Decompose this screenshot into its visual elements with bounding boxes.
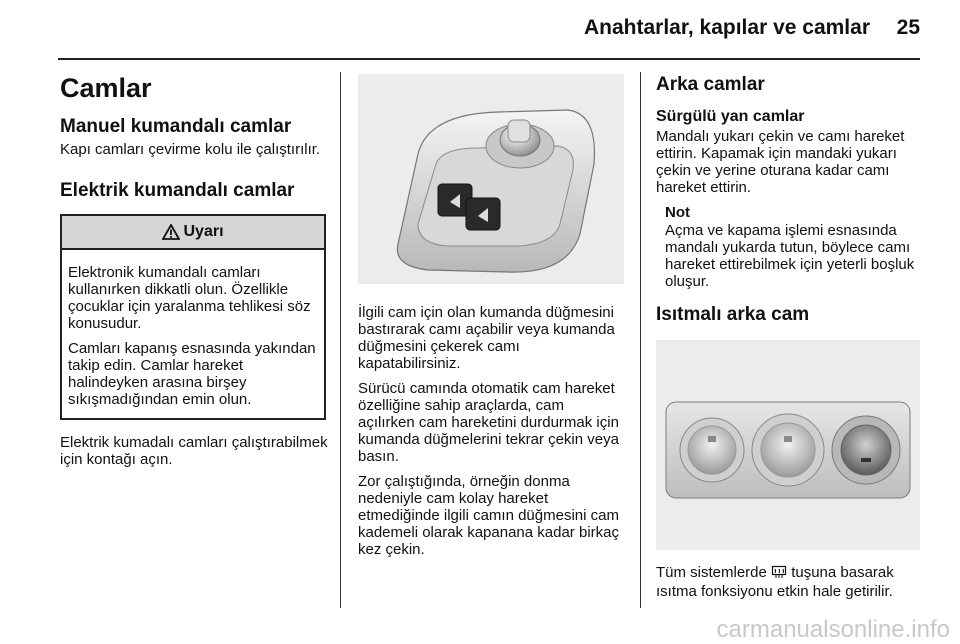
heading-sliding-windows: Sürgülü yan camlar bbox=[656, 108, 805, 125]
note-block bbox=[665, 204, 922, 290]
warning-label: Uyarı bbox=[183, 223, 224, 240]
heading-electric-windows: Elektrik kumandalı camlar bbox=[60, 180, 295, 201]
warning-box bbox=[60, 214, 326, 420]
heading-manual-windows: Manuel kumandalı camlar bbox=[60, 116, 292, 137]
column-3 bbox=[656, 74, 922, 600]
warning-header bbox=[62, 216, 324, 250]
rear-defrost-icon bbox=[771, 565, 787, 583]
page-number: 25 bbox=[896, 16, 920, 39]
heading-heated-rear-window: Isıtmalı arka cam bbox=[656, 304, 810, 325]
page-header-title: Anahtarlar, kapılar ve camlar bbox=[584, 16, 870, 39]
warning-triangle-icon bbox=[162, 224, 180, 240]
sliding-windows-text: Mandalı yukarı çekin ve camı hareket ettirin. Kapamak için mandaki yukarı çekin ve yerine oturana kadar camı hareket ettirin. bbox=[656, 128, 905, 196]
section-title-camlar: Camlar bbox=[60, 73, 152, 103]
warning-body bbox=[62, 250, 324, 418]
ignition-text: Elektrik kumadalı camları çalıştırabilmek için kontağı açın. bbox=[60, 434, 328, 468]
heated-text-before: Tüm sistemlerde bbox=[656, 564, 767, 581]
heading-rear-windows: Arka camlar bbox=[656, 74, 765, 95]
column-1 bbox=[60, 72, 330, 468]
note-label: Not bbox=[665, 204, 690, 221]
warning-paragraph-2: Camları kapanış esnasında yakından takip edin. Camlar hareket halindeyken arasına birşey sıkışmadığından emin olun. bbox=[68, 340, 316, 408]
col2-paragraph-3: Zor çalıştığında, örneğin donma nedeniyle cam kolay hareket etmediğinde ilgili camın düğmesini cam kademeli olarak kapanana kadar birkaç kez çekin. bbox=[358, 473, 619, 558]
note-text: Açma ve kapama işlemi esnasında mandalı yukarda tutun, böylece camı hareket ettirebilmek için yeterli boşluk oluşur. bbox=[665, 222, 915, 290]
warning-paragraph-1: Elektronik kumandalı camları kullanırken dikkatli olun. Özellikle çocuklar için yaralanma tehlikesi söz konusudur. bbox=[68, 264, 311, 332]
column-2 bbox=[358, 74, 624, 558]
climate-control-knobs-image bbox=[656, 340, 920, 550]
col2-paragraph-2: Sürücü camında otomatik cam hareket özelliğine sahip araçlarda, cam açılırken cam hareketini durdurmak için kumanda düğmelerini tekrar çekin veya basın. bbox=[358, 380, 619, 465]
column-divider-1 bbox=[340, 72, 341, 608]
header-divider bbox=[58, 58, 920, 60]
manual-windows-text: Kapı camları çevirme kolu ile çalıştırılır. bbox=[60, 141, 321, 158]
heated-text-after: tuşuna basarak ısıtma fonksiyonu etkin hale getirilir. bbox=[656, 564, 894, 600]
column-divider-2 bbox=[640, 72, 641, 608]
window-switch-panel-image bbox=[358, 74, 624, 284]
watermark: carmanualsonline.info bbox=[716, 616, 950, 643]
heated-window-text bbox=[656, 564, 922, 600]
col2-paragraph-1: İlgili cam için olan kumanda düğmesini bastırarak camı açabilir veya kumanda düğmesini çekerek camı kapatabilirsiniz. bbox=[358, 304, 615, 372]
